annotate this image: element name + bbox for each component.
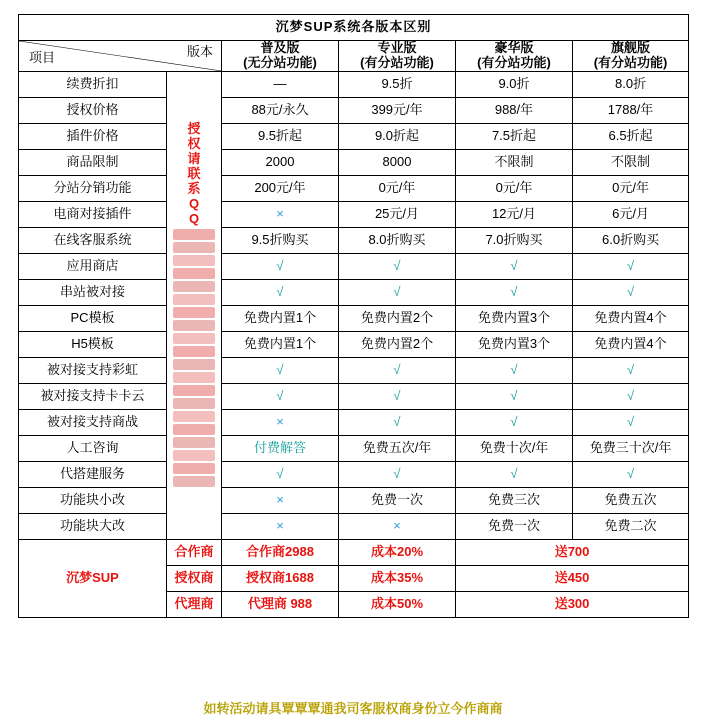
cell-6-1: 8.0折购买 — [339, 227, 456, 253]
row-label-4: 分站分销功能 — [19, 175, 167, 201]
cell-11-3: √ — [573, 357, 689, 383]
table-title-row — [19, 15, 689, 41]
table-row — [19, 227, 689, 253]
table-row — [19, 123, 689, 149]
cell-3-2: 不限制 — [456, 149, 573, 175]
cell-6-3: 6.0折购买 — [573, 227, 689, 253]
page-title: 沉梦SUP系统各版本区别 — [19, 15, 689, 41]
cell-12-1: √ — [339, 383, 456, 409]
table-row — [19, 149, 689, 175]
qq-line-6: Q — [188, 210, 200, 226]
row-label-16: 功能块小改 — [19, 487, 167, 513]
tier-price-1: 授权商1688 — [222, 565, 339, 591]
table-row — [19, 331, 689, 357]
tier-price-0: 合作商2988 — [222, 539, 339, 565]
row-label-15: 代搭建服务 — [19, 461, 167, 487]
table-row — [19, 513, 689, 539]
column-header-0-sub: (无分站功能) — [243, 54, 317, 70]
row-label-2: 插件价格 — [19, 123, 167, 149]
tier-cost-2: 成本50% — [339, 591, 456, 617]
row-label-11: 被对接支持彩虹 — [19, 357, 167, 383]
qq-line-2: 请 — [187, 150, 201, 166]
qq-line-0: 授 — [187, 121, 201, 137]
cell-17-3: 免费二次 — [573, 513, 689, 539]
cell-4-0: 200元/年 — [222, 175, 339, 201]
cell-17-2: 免费一次 — [456, 513, 573, 539]
cell-8-2: √ — [456, 279, 573, 305]
cell-4-2: 0元/年 — [456, 175, 573, 201]
qq-line-1: 权 — [187, 136, 201, 152]
cell-0-0: — — [222, 71, 339, 97]
tier-name-0: 合作商 — [167, 539, 222, 565]
tier-gift-2: 送300 — [456, 591, 689, 617]
corner-header-cell — [19, 41, 222, 72]
tier-price-2: 代理商 988 — [222, 591, 339, 617]
cell-13-2: √ — [456, 409, 573, 435]
row-label-17: 功能块大改 — [19, 513, 167, 539]
table-row — [19, 71, 689, 97]
column-header-1 — [339, 41, 456, 72]
cell-13-0: × — [222, 409, 339, 435]
row-label-10: H5模板 — [19, 331, 167, 357]
row-label-1: 授权价格 — [19, 97, 167, 123]
corner-version-label: 版本 — [186, 44, 213, 59]
cell-12-3: √ — [573, 383, 689, 409]
column-header-3-name: 旗舰版 — [611, 40, 651, 55]
cell-15-2: √ — [456, 461, 573, 487]
cell-3-3: 不限制 — [573, 149, 689, 175]
cell-14-1: 免费五次/年 — [339, 435, 456, 461]
column-header-2 — [456, 41, 573, 72]
cell-4-1: 0元/年 — [339, 175, 456, 201]
row-label-7: 应用商店 — [19, 253, 167, 279]
version-comparison-table — [18, 14, 689, 618]
table-row — [19, 435, 689, 461]
cell-1-1: 399元/年 — [339, 97, 456, 123]
footnote-text: 如转活动请具覃覃覃通我司客服权商身份立今作商商 — [203, 701, 503, 716]
column-header-3-sub: (有分站功能) — [593, 54, 668, 70]
row-label-13: 被对接支持商战 — [19, 409, 167, 435]
cell-8-1: √ — [339, 279, 456, 305]
cell-1-2: 988/年 — [456, 97, 573, 123]
row-label-9: PC模板 — [19, 305, 167, 331]
cell-0-1: 9.5折 — [339, 71, 456, 97]
qq-line-4: 系 — [187, 180, 201, 196]
tier-cost-0: 成本20% — [339, 539, 456, 565]
cell-2-1: 9.0折起 — [339, 123, 456, 149]
row-label-3: 商品限制 — [19, 149, 167, 175]
table-row — [19, 409, 689, 435]
cell-15-0: √ — [222, 461, 339, 487]
cell-11-2: √ — [456, 357, 573, 383]
tier-row-0 — [19, 539, 689, 565]
cell-10-2: 免费内置3个 — [456, 331, 573, 357]
cell-9-3: 免费内置4个 — [573, 305, 689, 331]
cell-17-0: × — [222, 513, 339, 539]
cell-10-1: 免费内置2个 — [339, 331, 456, 357]
cell-14-2: 免费十次/年 — [456, 435, 573, 461]
row-label-5: 电商对接插件 — [19, 201, 167, 227]
cell-4-3: 0元/年 — [573, 175, 689, 201]
cell-6-0: 9.5折购买 — [222, 227, 339, 253]
cell-9-2: 免费内置3个 — [456, 305, 573, 331]
cell-9-0: 免费内置1个 — [222, 305, 339, 331]
cell-16-0: × — [222, 487, 339, 513]
tier-gift-1: 送450 — [456, 565, 689, 591]
cell-2-0: 9.5折起 — [222, 123, 339, 149]
cell-17-1: × — [339, 513, 456, 539]
cell-5-3: 6元/月 — [573, 201, 689, 227]
column-header-2-sub: (有分站功能) — [477, 54, 551, 70]
tier-cost-1: 成本35% — [339, 565, 456, 591]
table-row — [19, 461, 689, 487]
cell-12-2: √ — [456, 383, 573, 409]
cell-1-3: 1788/年 — [573, 97, 689, 123]
cell-12-0: √ — [222, 383, 339, 409]
corner-item-label: 项目 — [29, 49, 56, 65]
row-label-8: 串站被对接 — [19, 279, 167, 305]
cell-16-1: 免费一次 — [339, 487, 456, 513]
column-header-1-name: 专业版 — [377, 40, 417, 55]
table-header-row — [19, 41, 689, 72]
tier-name-1: 授权商 — [167, 565, 222, 591]
table-row — [19, 305, 689, 331]
cell-9-1: 免费内置2个 — [339, 305, 456, 331]
column-header-0 — [222, 41, 339, 72]
column-header-1-sub: (有分站功能) — [360, 54, 434, 70]
cell-3-1: 8000 — [339, 149, 456, 175]
table-row — [19, 357, 689, 383]
cell-14-3: 免费三十次/年 — [573, 435, 689, 461]
column-header-2-name: 豪华版 — [494, 40, 534, 55]
cell-2-3: 6.5折起 — [573, 123, 689, 149]
table-row — [19, 487, 689, 513]
cell-6-2: 7.0折购买 — [456, 227, 573, 253]
qq-contact-notice — [167, 71, 222, 539]
table-row — [19, 97, 689, 123]
qq-line-3: 联 — [187, 165, 201, 181]
cell-7-0: √ — [222, 253, 339, 279]
brand-label: 沉梦SUP — [19, 539, 167, 617]
cell-7-1: √ — [339, 253, 456, 279]
cell-7-3: √ — [573, 253, 689, 279]
cell-10-0: 免费内置1个 — [222, 331, 339, 357]
cell-0-2: 9.0折 — [456, 71, 573, 97]
cell-5-1: 25元/月 — [339, 201, 456, 227]
cell-16-3: 免费五次 — [573, 487, 689, 513]
cell-0-3: 8.0折 — [573, 71, 689, 97]
table-row — [19, 253, 689, 279]
cell-14-0: 付费解答 — [222, 435, 339, 461]
row-label-0: 续费折扣 — [19, 71, 167, 97]
cell-15-1: √ — [339, 461, 456, 487]
column-header-0-name: 普及版 — [260, 40, 300, 55]
cell-13-3: √ — [573, 409, 689, 435]
cell-11-1: √ — [339, 357, 456, 383]
qq-number-blurred — [173, 229, 215, 487]
tier-name-2: 代理商 — [167, 591, 222, 617]
cell-1-0: 88元/永久 — [222, 97, 339, 123]
table-row — [19, 383, 689, 409]
cell-5-0: × — [222, 201, 339, 227]
cell-11-0: √ — [222, 357, 339, 383]
cell-3-0: 2000 — [222, 149, 339, 175]
table-row — [19, 279, 689, 305]
table-row — [19, 201, 689, 227]
row-label-6: 在线客服系统 — [19, 227, 167, 253]
cell-8-0: √ — [222, 279, 339, 305]
cell-5-2: 12元/月 — [456, 201, 573, 227]
cell-2-2: 7.5折起 — [456, 123, 573, 149]
qq-line-5: Q — [188, 195, 200, 211]
row-label-12: 被对接支持卡卡云 — [19, 383, 167, 409]
cell-10-3: 免费内置4个 — [573, 331, 689, 357]
column-header-3 — [573, 41, 689, 72]
cell-15-3: √ — [573, 461, 689, 487]
cell-7-2: √ — [456, 253, 573, 279]
cell-8-3: √ — [573, 279, 689, 305]
cell-16-2: 免费三次 — [456, 487, 573, 513]
tier-gift-0: 送700 — [456, 539, 689, 565]
table-row — [19, 175, 689, 201]
row-label-14: 人工咨询 — [19, 435, 167, 461]
cell-13-1: √ — [339, 409, 456, 435]
